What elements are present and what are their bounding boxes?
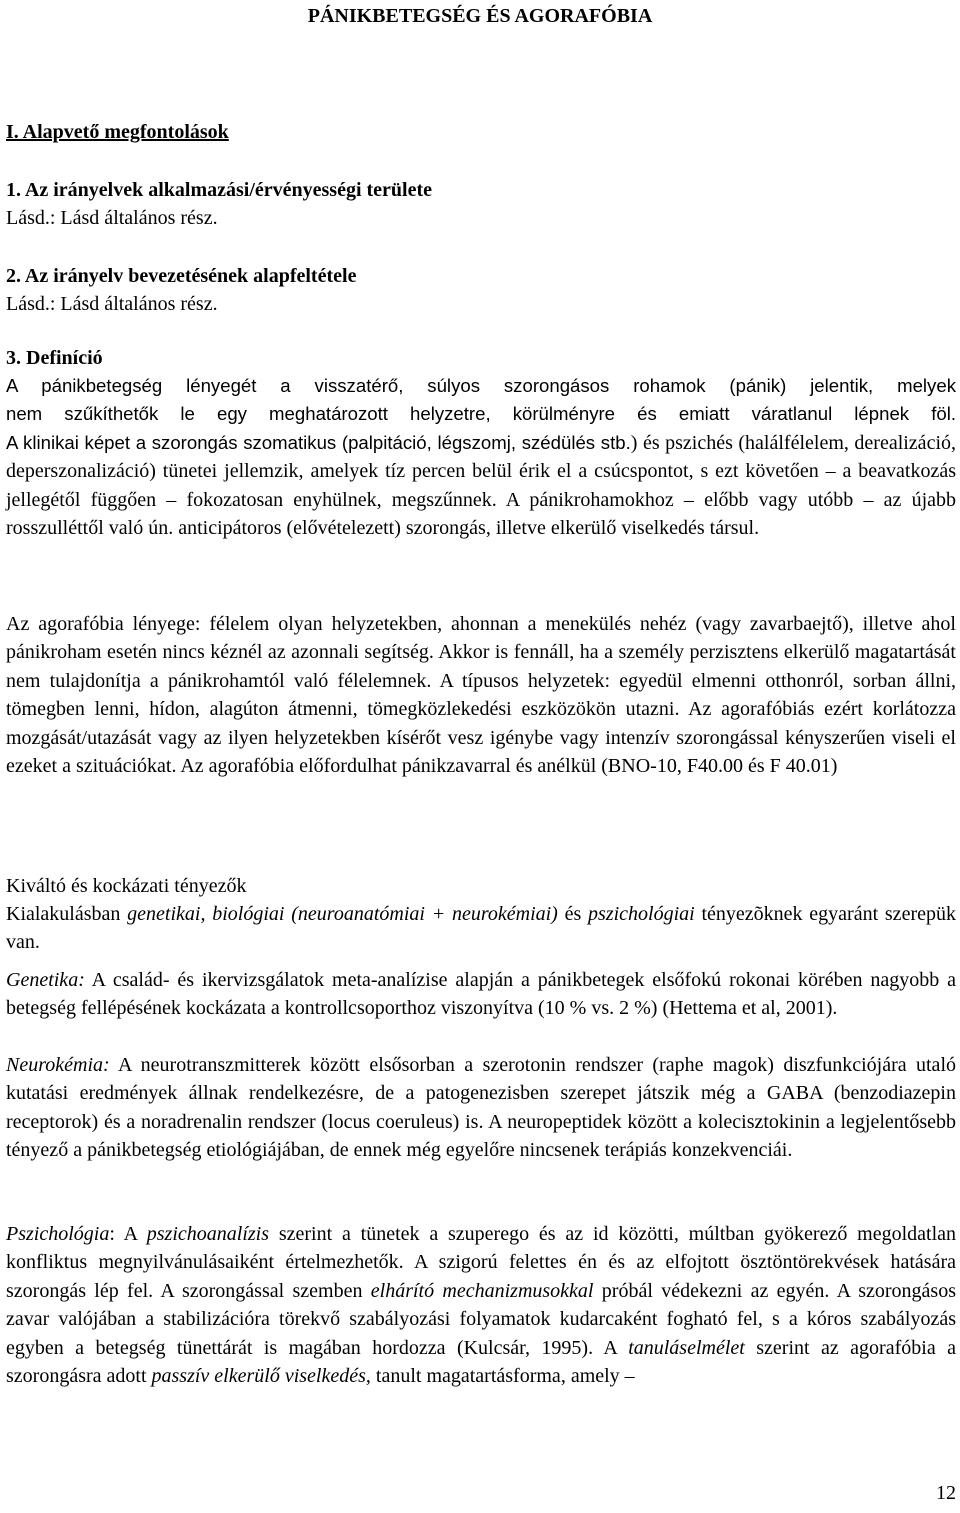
intro-text: Kialakulásban [6,903,128,925]
psychology-label: Pszichológia [6,1223,110,1245]
psychology-text: , tanult magatartásforma, amely – [365,1365,635,1388]
intro-text: és [557,903,589,925]
risk-factors-heading: Kiváltó és kockázati tényezők [6,875,247,897]
genetics-text: A család- és ikervizsgálatok meta-analízise alapján a pánikbetegek elsőfokú rokonai körében nagyobb a betegség fellépésének kockázata a kontrollcsoporthoz viszonyítva (10 % vs. 2 %) (Hettema et al, 2001). [6,969,956,1020]
psychology-text: : A [109,1223,147,1245]
term-genetikai: genetikai, [127,903,206,925]
subsection-1-text: Lásd.: Lásd általános rész. [6,207,218,229]
term-passziv-elkerulo: passzív elkerülő viselkedés [151,1365,366,1388]
definition-paragraph [6,372,956,542]
term-pszichoanalizis: pszichoanalízis [146,1223,270,1245]
section-heading: I. Alapvető megfontolások [6,121,229,143]
term-tanulaselmelet: tanuláselmélet [628,1336,745,1359]
definition-line-3: A klinikai képet a szorongás szomatikus (palpitáció, légszomj, szédülés stb. [6,431,631,453]
psychology-text: szerint az agorafóbia a szorongásra adott [6,1336,956,1388]
term-pszichologiai: pszichológiai [588,903,695,925]
term-biologiai: biológiai (neuroanatómiai + neurokémiai) [212,903,558,925]
psychology-text: próbál védekezni az egyén. A szorongásos zavar valójában a stabilizációra törekvő szabályozási folyamatok kudarcaként fogható fel, s a kóros szabályozás egyben a betegség tünettárát is magában hordozza (Kulcsár, 1995). A [6,1279,956,1359]
agoraphobia-paragraph: Az agorafóbia lényege: félelem olyan helyzetekben, ahonnan a menekülés nehéz (vagy zavarbaejtő), illetve ahol pánikroham esetén nincs kéznél az azonnali segítség. Akkor is fennáll, ha a személy perzisztens elkerülő magatartását nem tulajdonítja a pánikrohamtól való félelemnek. A típusos helyzetek: egyedül elmenni otthonról, sorban állni, tömegben lenni, hídon, alagúton átmenni, tömegközlekedési eszközökön utazni. Az agorafóbiás ezért korlátozza mozgását/utazását vagy az ilyen helyzetekben kísérőt vesz igénybe vagy intenzív szorongással kényszerűen viseli el ezeket a szituációkat. Az agorafóbia előfordulhat pánikzavarral és anélkül (BNO-10, F40.00 és F 40.01) [6,613,956,778]
term-elharito-mechanizmusok: elhárító mechanizmusokkal [370,1279,594,1302]
neurochemistry-label: Neurokémia: [6,1054,110,1076]
neurochemistry-text: A neurotranszmitterek között elsősorban a szerotonin rendszer (raphe magok) diszfunkciójára utaló kutatási eredmények állnak rendelkezésre, de a patogenezisben szerepet játszik még a GABA (benzodiazepin receptorok) és a noradrenalin rendszer (locus coeruleus) is. A neuropeptidek között a kolecisztokinin a legjelentősebb tényező a pánikbetegség etiológiájában, de ennek még egyelőre nincsenek terápiás konzekvenciái. [6,1054,956,1162]
definition-line-1: A pánikbetegség lényegét a visszatérő, súlyos szorongásos rohamok (pánik) jelentik, melyek [6,375,956,396]
risk-factors-intro [6,900,956,957]
subsection-2-heading: 2. Az irányelv bevezetésének alapfeltétele [6,265,357,287]
psychology-paragraph [6,1220,956,1390]
psychology-text: szerint a tünetek a szuperego és az id közötti, múltban gyökerező megoldatlan konfliktus megnyilvánulásaiként értelmezhetők. A szigorú felettes én és az elfojtott ösztöntörekvések hatására szorongás lép fel. A szorongással szemben [6,1223,956,1302]
intro-text: tényezõknek egyaránt szerepük van. [6,903,956,954]
page-number: 12 [936,1482,956,1504]
subsection-3-heading: 3. Definíció [6,347,103,369]
definition-rest: ) és pszichés (halálfélelem, derealizáció, deperszonalizáció) tünetei jellemzik, amelyek tíz percen belül érik el a csúcspontot, s ezt követően – a beavatkozás jellegétől függően – fokozatosan enyhülnek, megszűnnek. A pánikrohamokhoz – előbb vagy utóbb – az újabb rosszulléttől való ún. anticipátoros (elővételezett) szorongás, illetve elkerülő viselkedés társul. [6,431,956,540]
genetics-label: Genetika: [6,969,85,991]
subsection-1-heading: 1. Az irányelvek alkalmazási/érvényességi területe [6,179,433,201]
document-title: PÁNIKBETEGSÉG ÉS AGORAFÓBIA [307,5,653,27]
genetics-paragraph [6,966,956,1023]
subsection-2-text: Lásd.: Lásd általános rész. [6,293,218,315]
definition-line-2: nem szűkíthetők le egy meghatározott helyzetre, körülményre és emiatt váratlanul lépnek föl. [6,403,956,425]
neurochemistry-paragraph [6,1051,956,1165]
